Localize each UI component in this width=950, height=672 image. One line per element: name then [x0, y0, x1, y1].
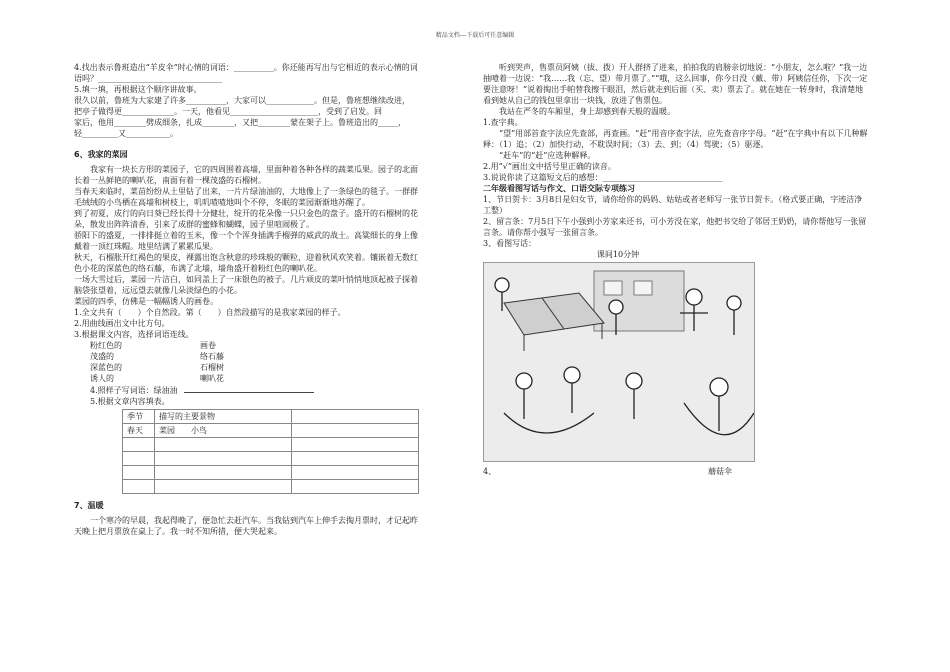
season-table [122, 409, 419, 494]
section-7-question-1: 1.查字典。 [483, 118, 523, 127]
answer-line[interactable] [184, 384, 314, 393]
section-6-question-2: 2.用曲线画出文中比方句。 [74, 319, 170, 328]
table-cell-scenery: 菜园 小鸟 [155, 424, 292, 438]
table-row [123, 452, 419, 466]
child-head [495, 278, 509, 292]
match-left-word: 诱人的 [90, 374, 114, 383]
table-cell-empty[interactable] [155, 452, 292, 466]
writing-task-4-title: 蘑菇伞 [708, 467, 732, 476]
table-cell-empty[interactable] [155, 466, 292, 480]
table-cell-empty[interactable] [123, 438, 155, 452]
match-row [74, 351, 419, 362]
question-5-line-2: 把亭子做得更_____________。一天，他看见______________________，受到了启发。回 [74, 107, 382, 116]
child-head [564, 367, 580, 383]
writing-task-4-number: 4、 [483, 467, 497, 476]
table-cell-season: 春天 [123, 424, 155, 438]
table-header-row [123, 410, 419, 424]
table-cell-empty[interactable] [123, 480, 155, 494]
section-6-question-1: 1.全文共有（ ）个自然段。第（ ）自然段描写的是我家菜园的样子。 [74, 308, 346, 317]
writing-task-4 [483, 466, 868, 477]
school-building [594, 271, 684, 331]
child-head [710, 378, 728, 396]
building-window [604, 281, 622, 295]
table-header-scenery: 描写的主要景物 [155, 410, 292, 424]
page-header: 精品文档---下载后可任意编辑 [435, 32, 515, 39]
table-cell-empty[interactable] [292, 466, 419, 480]
section-7-paragraph-2: 听到哭声，售票员阿姨（拔、拨）开人群挤了进来，拍拍我的肩膀亲切地说：“小朋友，怎么啦？”我一边抽噎着一边说：“我……我（忘、望）带月票了。”“哦，这么回事，你今日没（戴、带）阿姨信任你，下次一定要注意呀！”说着掏出手帕替我擦干眼泪，然后就走到后面（买、卖）票去了。就在她在一转身时，我清楚地看到她从自己的钱包里拿出一块钱，放进了售票包。 [483, 63, 868, 105]
table-row [123, 480, 419, 494]
writing-section-title: 二年级看图写话与作文、口语交际专项练习 [483, 184, 635, 193]
section-6-paragraph-7: 菜园的四季，仿佛是一幅幅诱人的画卷。 [74, 297, 218, 306]
section-6-question-5: 5.根据文章内容填表。 [90, 397, 170, 406]
section-7-paragraph-3: 我站在严冬的车厢里，身上却感到春天般的温暖。 [499, 107, 675, 116]
table-row [123, 438, 419, 452]
match-right-word: 喇叭花 [200, 374, 224, 383]
section-6-paragraph-2: 当春天来临时，菜苗纷纷从土里钻了出来，一片片绿油油的，大地像上了一条绿色的毯子。一群群毛绒绒的小鸟栖在高墙和树枝上，叽叽喳喳地叫个不停，冬眠的菜园渐渐地苏醒了。 [74, 187, 418, 207]
section-6-paragraph-5: 秋天，石榴胀开红褐色的果皮，裸露出饱含秋意的珍珠般的颗粒，迎着秋风欢笑着。镶嵌着无数红色小花的深蓝色的络石藤，布满了北墙，墙角盛开着粉红色的喇叭花。 [74, 253, 418, 273]
recess-drawing [484, 263, 754, 461]
question-4-text: 4.照样子写词语：绿油油 [90, 386, 178, 395]
section-6-paragraph-6: 一场大雪过后，菜园一片洁白，如同盖上了一床银色的被子。几片顽皮的菜叶悄悄地顶起被子探着脑袋张望着，远远望去就像几朵淡绿色的小花。 [74, 275, 418, 295]
child-head [686, 289, 702, 305]
section-6-paragraph-1: 我家有一块长方形的菜园子，它的四周围着高墙，里面种着各种各样的蔬菜瓜果。园子的北面长着一丛鲜艳的喇叭花，南面有着一棵茂盛的石榴树。 [74, 165, 418, 185]
section-7-paragraph-1: 一个寒冷的早晨，我起得晚了，便急忙去赶汽车。当我钻到汽车上伸手去掏月票时，才记起昨天晚上把月票放在桌上了。我一时不知所措，便大哭起来。 [74, 516, 418, 536]
question-5-title: 5.填一填，再根据这个顺序讲故事。 [74, 85, 202, 94]
match-left-word: 深蓝色的 [90, 363, 122, 372]
table-cell-empty[interactable] [292, 438, 419, 452]
table-row [123, 466, 419, 480]
section-6-paragraph-3: 到了初夏，成行的向日葵已经长得十分健壮，绽开的花朵像一只只金色的盘子。盛开的石榴树的花朵，散发出阵阵清香，引来了成群的蜜蜂和蝴蝶，园子里喧闹极了。 [74, 209, 418, 229]
writing-task-3: 3、看图写话： [483, 239, 537, 248]
child-head [626, 373, 642, 389]
dictionary-explanation: “望”用部首查字法应先查部，再查画。“赶”用音序查字法，应先查音序字母。“赶”在字典中有以下几种解释：（1）追；（2）加快行动，不耽误时间；（3）去、到；（4）驾驶；（5）驱逐。 [483, 129, 868, 149]
match-row [74, 340, 419, 351]
match-right-word: 络石藤 [200, 352, 224, 361]
table-cell-empty[interactable] [292, 480, 419, 494]
match-list [74, 340, 419, 384]
writing-task-1: 1、节日贺卡：3月8日是妇女节，请你给你的妈妈、姑姑或者老师写一张节日贺卡。（格式要正确，字迹洁净工整） [483, 195, 863, 215]
match-left-word: 粉红色的 [90, 341, 122, 350]
table-header-season: 季节 [123, 410, 155, 424]
match-left-word: 茂盛的 [90, 352, 114, 361]
section-6-question-3: 3.根据课文内容，选择词语连线。 [74, 330, 194, 339]
match-right-word: 画卷 [200, 341, 216, 350]
question-5-line-4: 轻_________又___________。 [74, 129, 178, 138]
table-row [123, 424, 419, 438]
section-6-question-4 [74, 384, 419, 396]
match-row [74, 362, 419, 373]
section-7-question-3: 3.说说你读了这篇短文后的感想：______________________________ [483, 173, 723, 182]
child-head [516, 373, 532, 389]
section-6-paragraph-4: 骄阳下的盛夏，一排排挺立着的玉米，像一个个浑身插满手榴弹的威武的战士。高粱细长的身上像戴着一顶红珠帽。地里结满了累累瓜果。 [74, 231, 418, 251]
table-cell-empty[interactable] [155, 438, 292, 452]
right-column [483, 62, 868, 477]
table-cell-empty[interactable] [292, 410, 419, 424]
child-head [727, 296, 741, 310]
question-5-line-1: 很久以前，鲁班为大家建了许多__________，大家可以____________。但是，鲁班想继续改进， [74, 96, 410, 105]
left-column [74, 62, 419, 537]
section-6-title: 6、我家的菜园 [74, 150, 128, 159]
question-4: 4.找出表示鲁班造出“羊皮伞”时心情的词语：__________。你还能再写出与它相近的表示心情的词语吗？_______________________________ [74, 63, 418, 83]
table-cell-empty[interactable] [292, 452, 419, 466]
table-cell-empty[interactable] [292, 424, 419, 438]
section-7-title: 7、温暖 [74, 501, 104, 510]
question-5-line-3: 家后，他用________劈成细条，扎成________，又把________蒙在架子上。鲁班造出的_____， [74, 118, 406, 127]
section-7-question-2: 2.用“√”画出文中括号里正确的读音。 [483, 162, 616, 171]
child-head [609, 300, 623, 314]
match-right-word: 石榴树 [200, 363, 224, 372]
recess-illustration [483, 262, 755, 462]
dictionary-choice: “赶车”的“赶”应选种解释。 [499, 151, 596, 160]
picture-title: 课间10分钟 [596, 250, 640, 259]
writing-task-2: 2、留言条：7月5日下午小强到小芳家来还书，可小芳没在家，他把书交给了邻居王奶奶，请你帮他写一张留言条。请你帮小强写一张留言条。 [483, 217, 867, 237]
match-row [74, 373, 419, 384]
table-cell-empty[interactable] [155, 480, 292, 494]
table-cell-empty[interactable] [123, 466, 155, 480]
table-cell-empty[interactable] [123, 452, 155, 466]
building-window [634, 281, 652, 295]
